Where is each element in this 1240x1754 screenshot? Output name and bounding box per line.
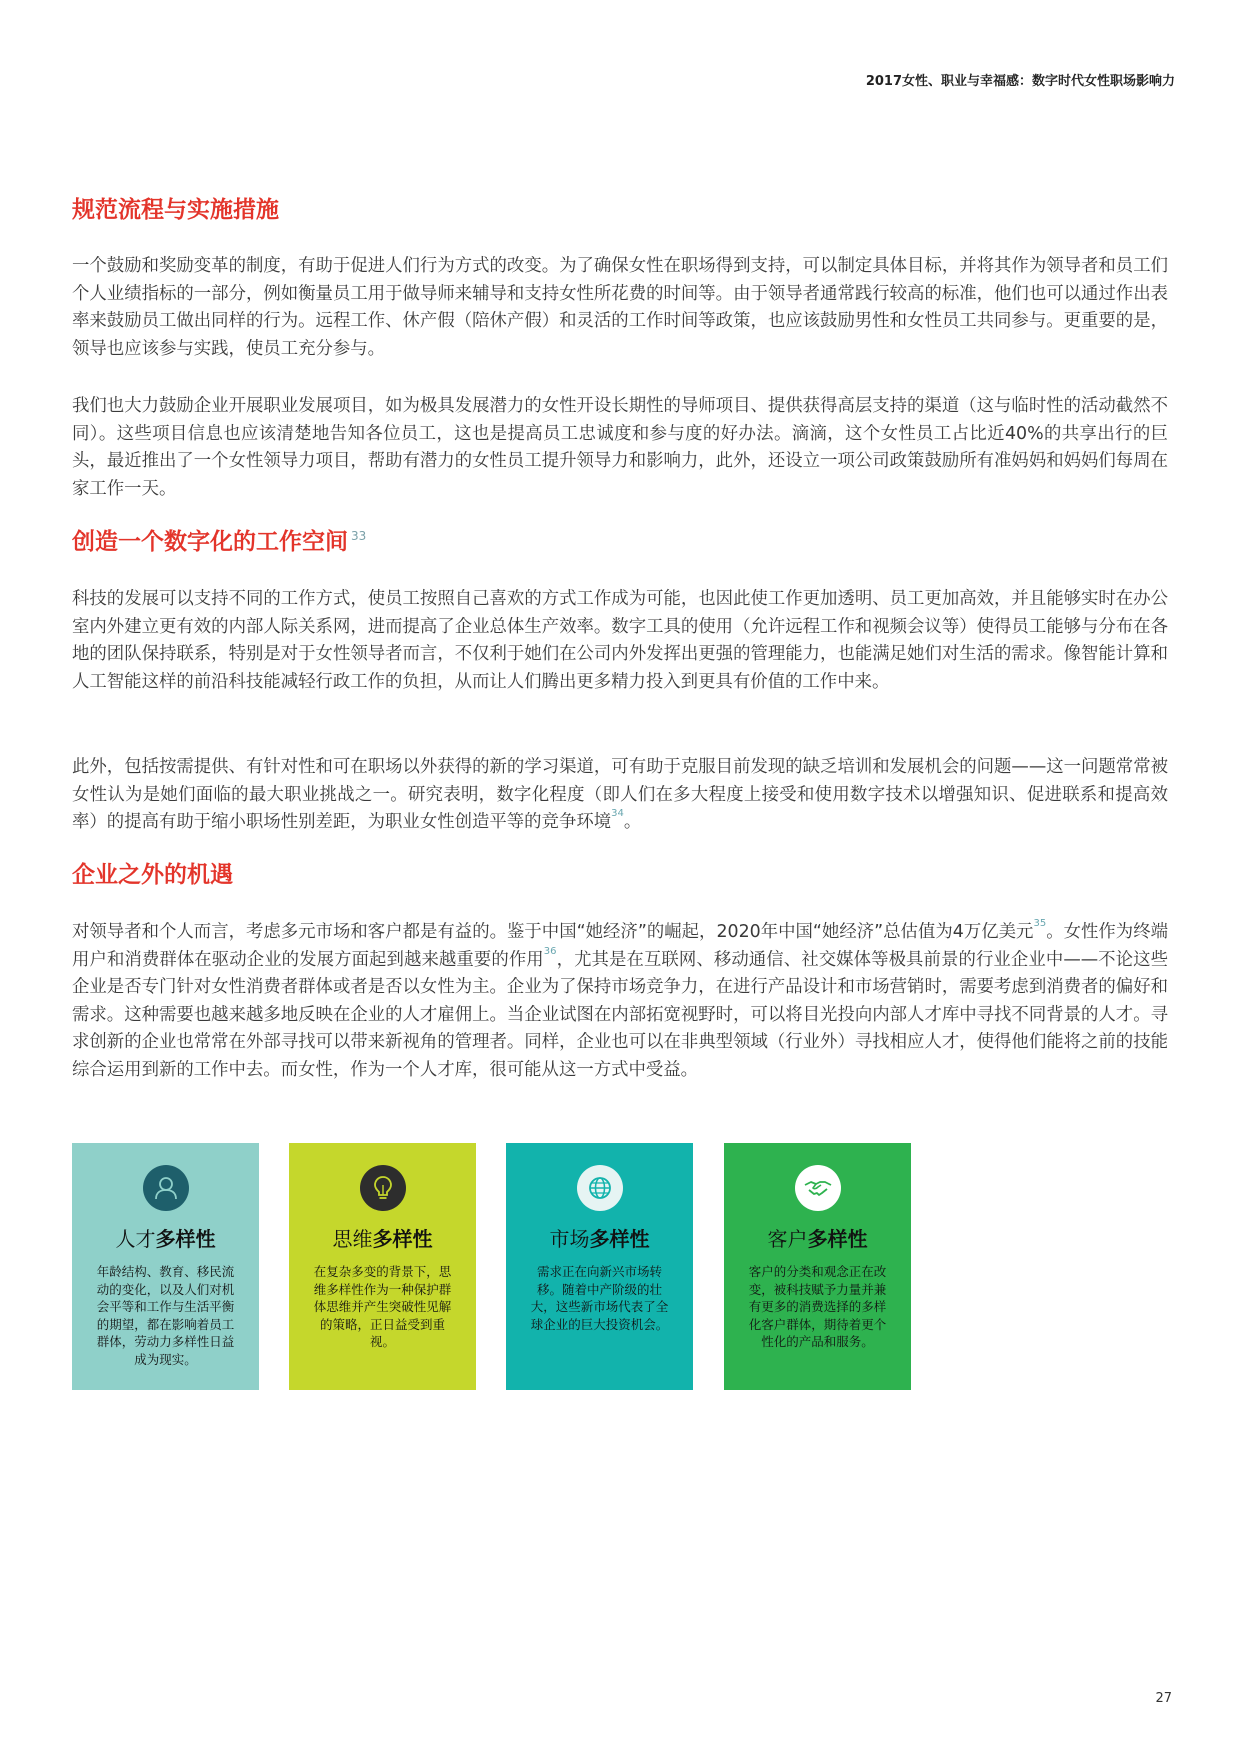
paragraph-technology (72, 586, 1168, 696)
card-title (724, 1227, 911, 1251)
paragraph-her-economy-text (72, 919, 1168, 1084)
card-title-prefix: 人才 (115, 1227, 156, 1251)
running-header: 2017女性、职业与幸福感：数字时代女性职场影响力 (865, 74, 1175, 89)
person-icon (143, 1165, 189, 1211)
paragraph-her-economy-part-b: 。女性作为终端用户和消费群体在驱动企业的发展方面起到越来越重要的作用 (72, 922, 1168, 970)
section-processes (72, 197, 1168, 225)
diversity-cards (72, 1143, 1168, 1390)
paragraph-her-economy-part-c: ，尤其是在互联网、移动通信、社交媒体等极具前景的行业企业中——不论这些企业是否专门针对女性消费者群体或者是否以女性为主。企业为了保持市场竞争力，在进行产品设计和市场营销时，需要考虑到消费者的偏好和需求。这种需要也越来越多地反映在企业的人才雇佣上。当企业试图在内部拓宽视野时，可以将目光投向内部人才库中寻找不同背景的人才。寻求创新的企业也常常在外部寻找可以带来新视角的管理者。同样，企业也可以在非典型领域（行业外）寻找相应人才，使得他们能将之前的技能综合运用到新的工作中去。而女性，作为一个人才库，很可能从这一方式中受益。 (72, 949, 1168, 1080)
footnote-ref-33: 33 (351, 529, 367, 543)
paragraph-learning-body: 此外，包括按需提供、有针对性和可在职场以外获得的新的学习渠道，可有助于克服目前发现的缺乏培训和发展机会的问题——这一问题常常被女性认为是她们面临的最大职业挑战之一。研究表明，数字化程度（即人们在多大程度上接受和使用数字技术以增强知识、促进联系和提高效率）的提高有助于缩小职场性别差距，为职业女性创造平等的竞争环境 (72, 757, 1168, 832)
paragraph-technology-text: 科技的发展可以支持不同的工作方式，使员工按照自己喜欢的方式工作成为可能，也因此使工作更加透明、员工更加高效，并且能够实时在办公室内外建立更有效的内部人际关系网，进而提高了企业总体生产效率。数字工具的使用（允许远程工作和视频会议等）使得员工能够与分布在各地的团队保持联系，特别是对于女性领导者而言，不仅利于她们在公司内外发挥出更强的管理能力，也能满足她们对生活的需求。像智能计算和人工智能这样的前沿科技能减轻行政工作的负担，从而让人们腾出更多精力投入到更具有价值的工作中来。 (72, 589, 1168, 692)
footnote-ref-34: 34 (611, 808, 624, 819)
footnote-ref-35: 35 (1033, 918, 1047, 929)
card-title-suffix: 多样性 (807, 1227, 868, 1251)
card-title-prefix: 思维 (332, 1227, 373, 1251)
section-external-opportunities (72, 862, 1168, 890)
paragraph-learning-text (72, 754, 1168, 837)
section-title-processes: 规范流程与实施措施 (72, 197, 279, 223)
page-number: 27 (1155, 1691, 1172, 1706)
card-title (72, 1227, 259, 1251)
section-title-external-opportunities: 企业之外的机遇 (72, 862, 233, 888)
lightbulb-icon (360, 1165, 406, 1211)
section-digital-workspace (72, 529, 1168, 557)
globe-icon (577, 1165, 623, 1211)
paragraph-incentives (72, 253, 1168, 363)
paragraph-incentives-text: 一个鼓励和奖励变革的制度，有助于促进人们行为方式的改变。为了确保女性在职场得到支持，可以制定具体目标，并将其作为领导者和员工们个人业绩指标的一部分，例如衡量员工用于做导师来辅导和支持女性所花费的时间等。由于领导者通常践行较高的标准，他们也可以通过作出表率来鼓励员工做出同样的行为。远程工作、休产假（陪休产假）和灵活的工作时间等政策，也应该鼓励男性和女性员工共同参与。更重要的是，领导也应该参与实践，使员工充分参与。 (72, 256, 1168, 359)
card-thinking-diversity (289, 1143, 476, 1390)
paragraph-learning (72, 754, 1168, 837)
card-description: 年龄结构、教育、移民流动的变化，以及人们对机会平等和工作与生活平衡的期望，都在影响着员工群体，劳动力多样性日益成为现实。 (96, 1264, 235, 1367)
card-description: 需求正在向新兴市场转移。随着中产阶级的壮大，这些新市场代表了全球企业的巨大投资机会。 (530, 1264, 669, 1332)
card-title-prefix: 市场 (549, 1227, 590, 1251)
paragraph-career-programs (72, 393, 1168, 503)
card-title-prefix: 客户 (767, 1227, 808, 1251)
footnote-ref-36: 36 (543, 945, 557, 957)
card-title-suffix: 多样性 (372, 1227, 433, 1251)
card-title-suffix: 多样性 (155, 1227, 216, 1251)
section-title-digital-workspace (72, 529, 1168, 557)
handshake-icon (795, 1165, 841, 1211)
paragraph-her-economy (72, 919, 1168, 1084)
paragraph-her-economy-part-a: 对领导者和个人而言，考虑多元市场和客户都是有益的。鉴于中国“她经济”的崛起，2020年中国“她经济”总估值为4万亿美元 (72, 922, 1034, 942)
card-market-diversity (506, 1143, 693, 1390)
card-description: 在复杂多变的背景下，思维多样性作为一种保护群体思维并产生突破性见解的策略，正日益受到重视。 (313, 1264, 452, 1349)
card-title (506, 1227, 693, 1251)
paragraph-career-programs-text: 我们也大力鼓励企业开展职业发展项目，如为极具发展潜力的女性开设长期性的导师项目、提供获得高层支持的渠道（这与临时性的活动截然不同）。这些项目信息也应该清楚地告知各位员工，这也是提高员工忠诚度和参与度的好办法。滴滴，这个女性员工占比近40%的共享出行的巨头，最近推出了一个女性领导力项目，帮助有潜力的女性员工提升领导力和影响力，此外，还设立一项公司政策鼓励所有准妈妈和妈妈们每周在家工作一天。 (72, 396, 1168, 499)
card-title-suffix: 多样性 (589, 1227, 650, 1251)
card-title (289, 1227, 476, 1251)
card-customer-diversity (724, 1143, 911, 1390)
section-title-digital-text: 创造一个数字化的工作空间 (72, 529, 348, 555)
card-talent-diversity (72, 1143, 259, 1390)
paragraph-learning-end: 。 (623, 812, 642, 832)
card-description: 客户的分类和观念正在改变，被科技赋予力量并兼有更多的消费选择的多样化客户群体，期待着更个性化的产品和服务。 (748, 1264, 887, 1349)
